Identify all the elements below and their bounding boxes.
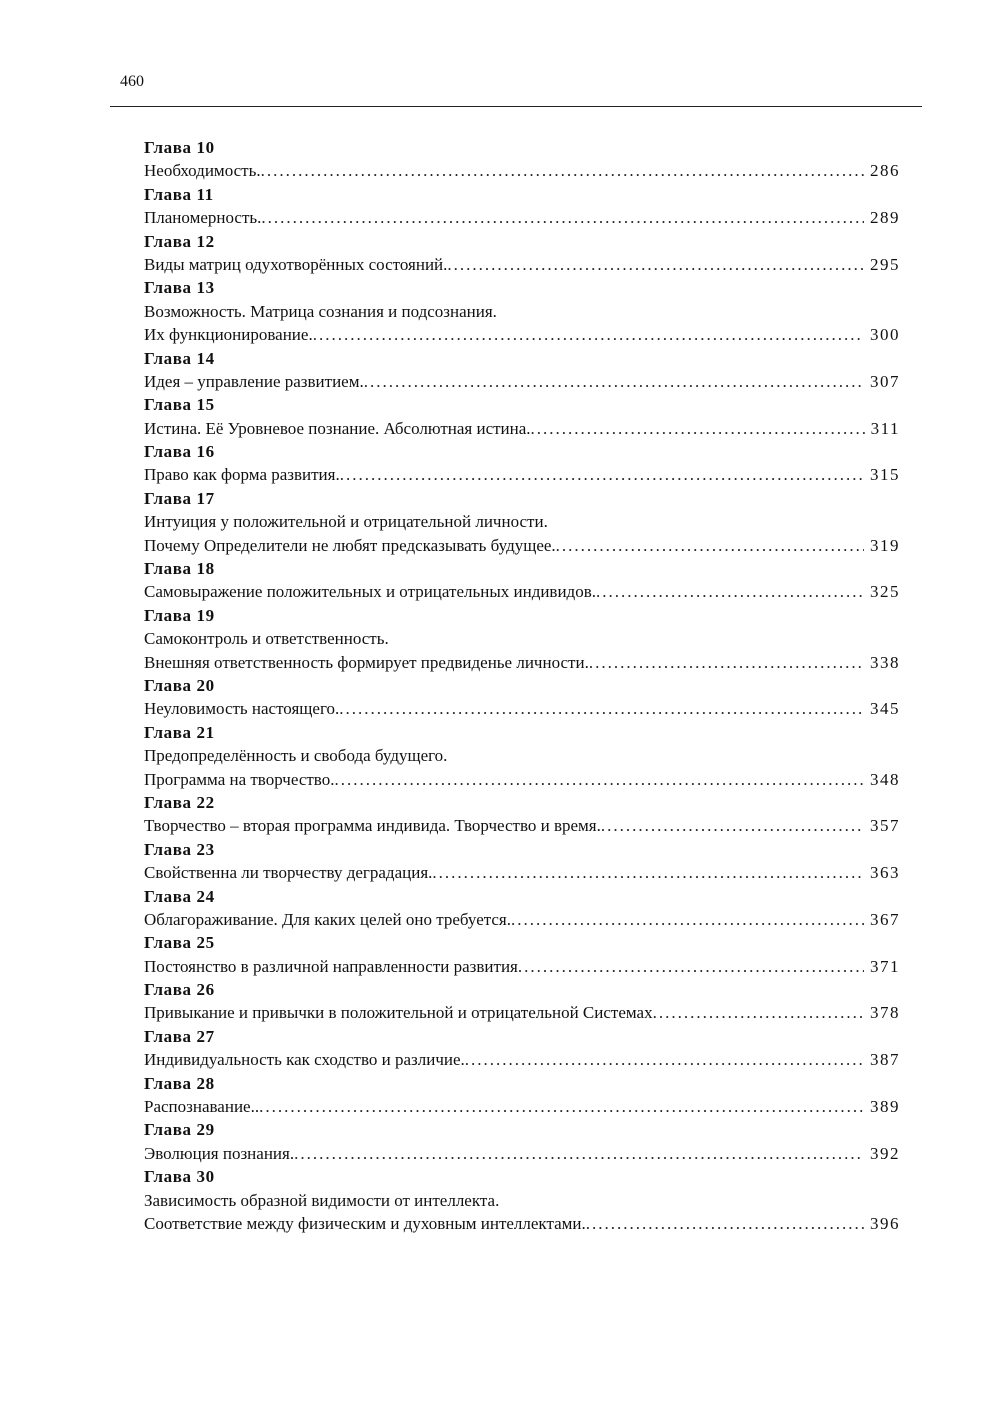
page-reference: 295 (870, 254, 900, 274)
dot-leader (586, 1212, 864, 1235)
chapter-title: Неуловимость настоящего. (144, 699, 340, 719)
toc-entry (144, 347, 900, 394)
toc-entry (144, 136, 900, 183)
dot-leader (340, 463, 864, 486)
page-reference: 367 (870, 909, 900, 929)
chapter-title: Необходимость. (144, 161, 261, 181)
toc-entry (144, 791, 900, 838)
chapter-heading: Глава 11 (144, 184, 214, 204)
toc-row[interactable] (144, 955, 900, 978)
toc-row[interactable] (144, 1001, 900, 1024)
toc-entry (144, 604, 900, 674)
toc-row[interactable] (144, 1048, 900, 1071)
toc-entry (144, 1025, 900, 1072)
chapter-title: Привыкание и привычки в положительной и отрицательной Системах (144, 1003, 653, 1023)
chapter-heading: Глава 25 (144, 933, 215, 953)
dot-leader (294, 1142, 864, 1165)
toc-row[interactable] (144, 908, 900, 931)
page-reference: 396 (870, 1213, 900, 1233)
toc-entry (144, 885, 900, 932)
chapter-title: Истина. Её Уровневое познание. Абсолютная истина. (144, 418, 531, 438)
toc-entry (144, 276, 900, 346)
chapter-title-line: Предопределённость и свобода будущего. (144, 746, 448, 766)
toc-row[interactable] (144, 206, 900, 229)
toc-row[interactable] (144, 1142, 900, 1165)
toc-entry (144, 557, 900, 604)
dot-leader (556, 534, 864, 557)
page-reference: 371 (870, 956, 900, 976)
chapter-title: Творчество – вторая программа индивида. Творчество и время. (144, 816, 601, 836)
chapter-title: Планомерность. (144, 208, 262, 228)
dot-leader (261, 206, 864, 229)
chapter-title: Эволюция познания. (144, 1143, 295, 1163)
chapter-title: Их функционирование. (144, 325, 313, 345)
page-reference: 325 (870, 582, 900, 602)
toc-row[interactable] (144, 370, 900, 393)
chapter-title: Почему Определители не любят предсказывать будущее. (144, 535, 556, 555)
chapter-title-line: Интуиция у положительной и отрицательной личности. (144, 512, 548, 532)
toc-row[interactable] (144, 768, 900, 791)
page-reference: 392 (870, 1143, 900, 1163)
dot-leader (261, 159, 864, 182)
chapter-title: Идея – управление развитием. (144, 371, 364, 391)
dot-leader (465, 1048, 864, 1071)
dot-leader (653, 1001, 864, 1024)
dot-leader (334, 768, 864, 791)
toc-entry (144, 440, 900, 487)
chapter-heading: Глава 18 (144, 559, 215, 579)
toc-entry (144, 721, 900, 791)
page-reference: 389 (870, 1097, 900, 1117)
toc-row[interactable] (144, 534, 900, 557)
page-reference: 357 (870, 816, 900, 836)
page-reference: 300 (870, 325, 900, 345)
page-number: 460 (120, 73, 144, 90)
toc-entry (144, 674, 900, 721)
toc-entry (144, 838, 900, 885)
dot-leader (364, 370, 864, 393)
toc-row[interactable] (144, 323, 900, 346)
toc-row[interactable] (144, 861, 900, 884)
page-reference: 378 (870, 1003, 900, 1023)
chapter-title: Право как форма развития. (144, 465, 340, 485)
dot-leader (589, 651, 864, 674)
toc-row[interactable] (144, 159, 900, 182)
chapter-heading: Глава 21 (144, 722, 215, 742)
page-reference: 338 (870, 652, 900, 672)
toc-entry (144, 393, 900, 440)
chapter-title: Внешняя ответственность формирует предвиденье личности. (144, 652, 589, 672)
toc-entry (144, 978, 900, 1025)
chapter-heading: Глава 17 (144, 488, 215, 508)
toc-row[interactable] (144, 697, 900, 720)
chapter-title: Свойственна ли творчеству деградация. (144, 863, 433, 883)
chapter-heading: Глава 30 (144, 1167, 215, 1187)
page-reference: 387 (870, 1050, 900, 1070)
chapter-heading: Глава 23 (144, 839, 215, 859)
toc-entry (144, 931, 900, 978)
dot-leader (531, 417, 865, 440)
chapter-heading: Глава 26 (144, 980, 215, 1000)
chapter-title: Самовыражение положительных и отрицательных индивидов. (144, 582, 596, 602)
page-reference: 363 (870, 863, 900, 883)
toc-row[interactable] (144, 651, 900, 674)
toc-row[interactable] (144, 580, 900, 603)
toc-entry (144, 183, 900, 230)
toc-entry (144, 1118, 900, 1165)
toc-row[interactable] (144, 1212, 900, 1235)
chapter-heading: Глава 15 (144, 395, 215, 415)
chapter-title: Программа на творчество. (144, 769, 335, 789)
chapter-title-line: Зависимость образной видимости от интеллекта. (144, 1190, 500, 1210)
chapter-title: Облагораживание. Для каких целей оно требуется. (144, 909, 511, 929)
chapter-heading: Глава 16 (144, 442, 215, 462)
chapter-heading: Глава 28 (144, 1073, 215, 1093)
dot-leader (596, 580, 864, 603)
toc-entry (144, 1165, 900, 1235)
chapter-heading: Глава 22 (144, 792, 215, 812)
dot-leader (511, 908, 864, 931)
toc-entry (144, 1072, 900, 1119)
dot-leader (447, 253, 864, 276)
chapter-title: Индивидуальность как сходство и различие. (144, 1050, 465, 1070)
dot-leader (432, 861, 864, 884)
chapter-title-line: Самоконтроль и ответственность. (144, 629, 389, 649)
page-reference: 286 (870, 161, 900, 181)
dot-leader (601, 814, 864, 837)
chapter-title: Виды матриц одухотворённых состояний. (144, 254, 448, 274)
chapter-title: Соответствие между физическим и духовным интеллектами. (144, 1213, 586, 1233)
toc-row[interactable] (144, 1095, 900, 1118)
page-reference: 315 (870, 465, 900, 485)
chapter-heading: Глава 12 (144, 231, 215, 251)
page-reference: 311 (870, 418, 900, 438)
chapter-heading: Глава 29 (144, 1120, 215, 1140)
dot-leader (259, 1095, 864, 1118)
toc-row[interactable] (144, 463, 900, 486)
page-reference: 345 (870, 699, 900, 719)
chapter-title: Постоянство в различной направленности развития (144, 956, 518, 976)
toc-row[interactable] (144, 253, 900, 276)
chapter-heading: Глава 13 (144, 278, 215, 298)
page-reference: 348 (870, 769, 900, 789)
chapter-heading: Глава 24 (144, 886, 215, 906)
chapter-title: Распознавание.. (144, 1097, 260, 1117)
dot-leader (518, 955, 864, 978)
chapter-heading: Глава 27 (144, 1026, 215, 1046)
toc-entry (144, 487, 900, 557)
header-rule (110, 106, 922, 107)
page-reference: 319 (870, 535, 900, 555)
chapter-heading: Глава 14 (144, 348, 215, 368)
chapter-heading: Глава 19 (144, 605, 215, 625)
table-of-contents (144, 136, 900, 1235)
dot-leader (339, 697, 864, 720)
page-reference: 307 (870, 371, 900, 391)
toc-entry (144, 230, 900, 277)
chapter-heading: Глава 20 (144, 675, 215, 695)
toc-row[interactable] (144, 417, 900, 440)
chapter-heading: Глава 10 (144, 138, 215, 157)
chapter-title-line: Возможность. Матрица сознания и подсознания. (144, 301, 497, 321)
dot-leader (313, 323, 864, 346)
page-reference: 289 (870, 208, 900, 228)
toc-row[interactable] (144, 814, 900, 837)
